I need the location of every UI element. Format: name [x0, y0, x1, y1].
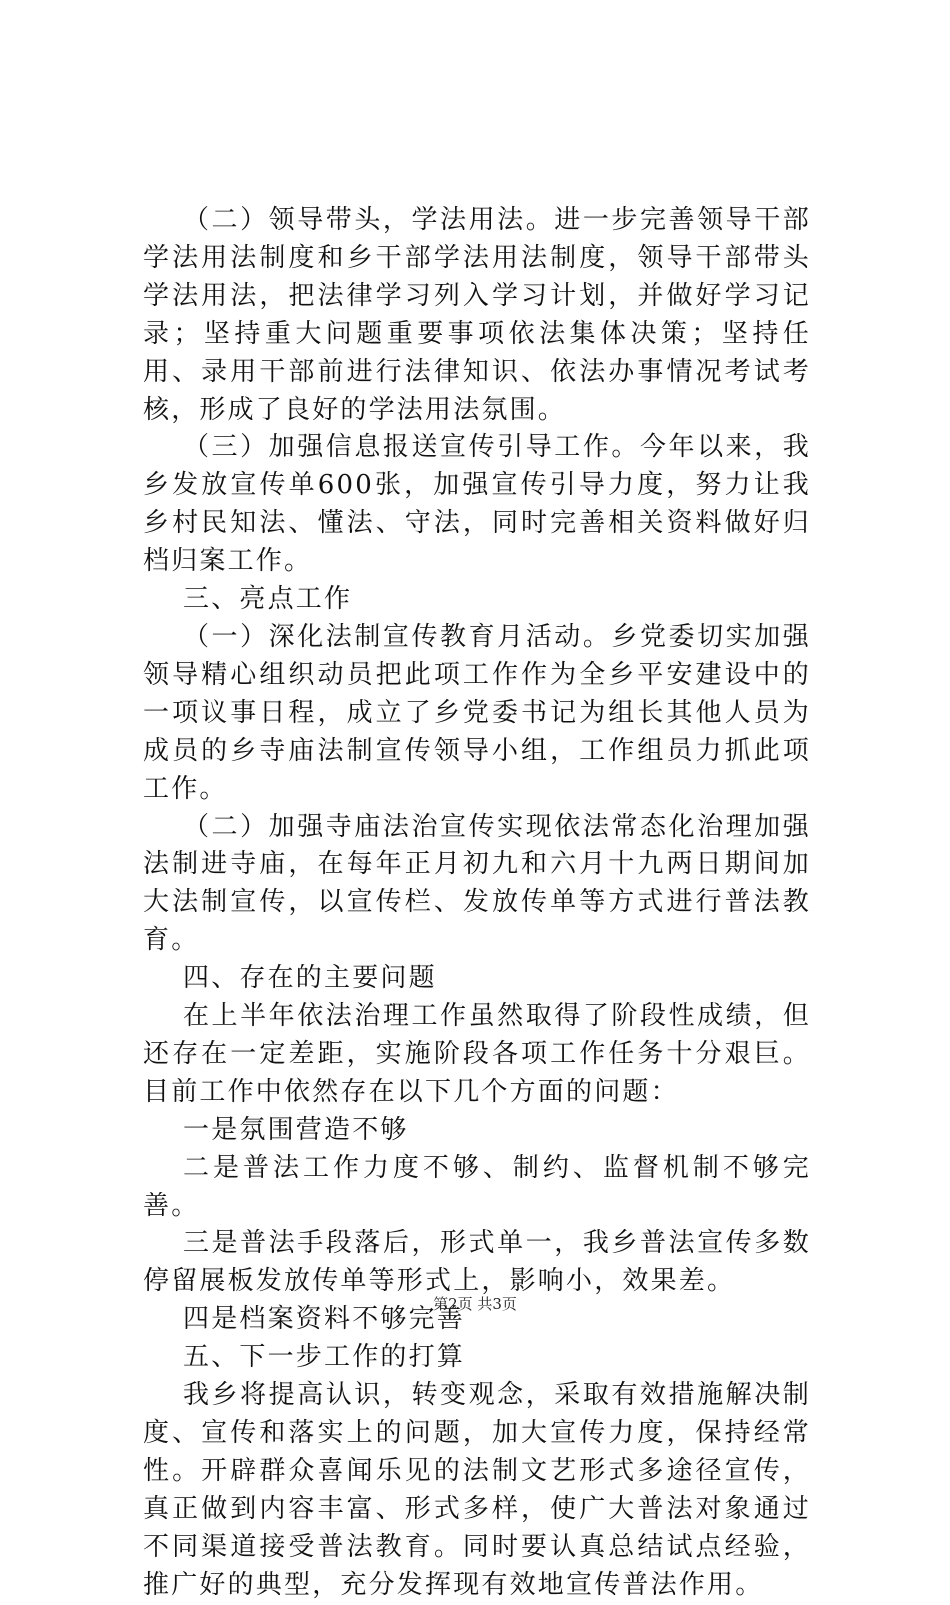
- problem-item-2: 二是普法工作力度不够、制约、监督机制不够完善。: [143, 1152, 811, 1221]
- problem-item-4: 四是档案资料不够完善: [183, 1304, 466, 1335]
- page-number-footer: 第2页 共3页: [433, 1295, 517, 1313]
- problem-item-1: 一是氛围营造不够: [183, 1114, 409, 1145]
- paragraph-education-month: （一）深化法制宣传教育月活动。乡党委切实加强领导精心组织动员把此项工作作为全乡平安建设中的一项议事日程，成立了乡党委书记为组长其他人员为成员的乡寺庙法制宣传领导小组，工作组员力抓此项工作。: [143, 621, 811, 804]
- document-body: [143, 202, 811, 1605]
- paragraph-info-reporting: （三）加强信息报送宣传引导工作。今年以来，我乡发放宣传单600张，加强宣传引导力度，努力让我乡村民知法、懂法、守法，同时完善相关资料做好归档归案工作。: [143, 432, 811, 577]
- problem-item-3: 三是普法手段落后，形式单一，我乡普法宣传多数停留展板发放传单等形式上，影响小，效果差。: [143, 1228, 811, 1297]
- section-heading-highlights: 三、亮点工作: [183, 584, 353, 615]
- section-heading-problems: 四、存在的主要问题: [183, 963, 437, 994]
- section-heading-next-steps: 五、下一步工作的打算: [183, 1342, 466, 1373]
- paragraph-problems-intro: 在上半年依法治理工作虽然取得了阶段性成绩，但还存在一定差距，实施阶段各项工作任务十分艰巨。目前工作中依然存在以下几个方面的问题：: [143, 1001, 811, 1107]
- paragraph-temple-publicity: （二）加强寺庙法治宣传实现依法常态化治理加强法制进寺庙，在每年正月初九和六月十九两日期间加大法制宣传，以宣传栏、发放传单等方式进行普法教育。: [143, 811, 811, 956]
- paragraph-leadership: （二）领导带头，学法用法。进一步完善领导干部学法用法制度和乡干部学法用法制度，领导干部带头学法用法，把法律学习列入学习计划，并做好学习记录；坚持重大问题重要事项依法集体决策；坚持任用、录用干部前进行法律知识、依法办事情况考试考核，形成了良好的学法用法氛围。: [143, 205, 811, 425]
- paragraph-next-steps: 我乡将提高认识，转变观念，采取有效措施解决制度、宣传和落实上的问题，加大宣传力度，保持经常性。开辟群众喜闻乐见的法制文艺形式多途径宣传，真正做到内容丰富、形式多样，使广大普法对象通过不同渠道接受普法教育。同时要认真总结试点经验，推广好的典型，充分发挥现有效地宣传普法作用。: [143, 1380, 811, 1600]
